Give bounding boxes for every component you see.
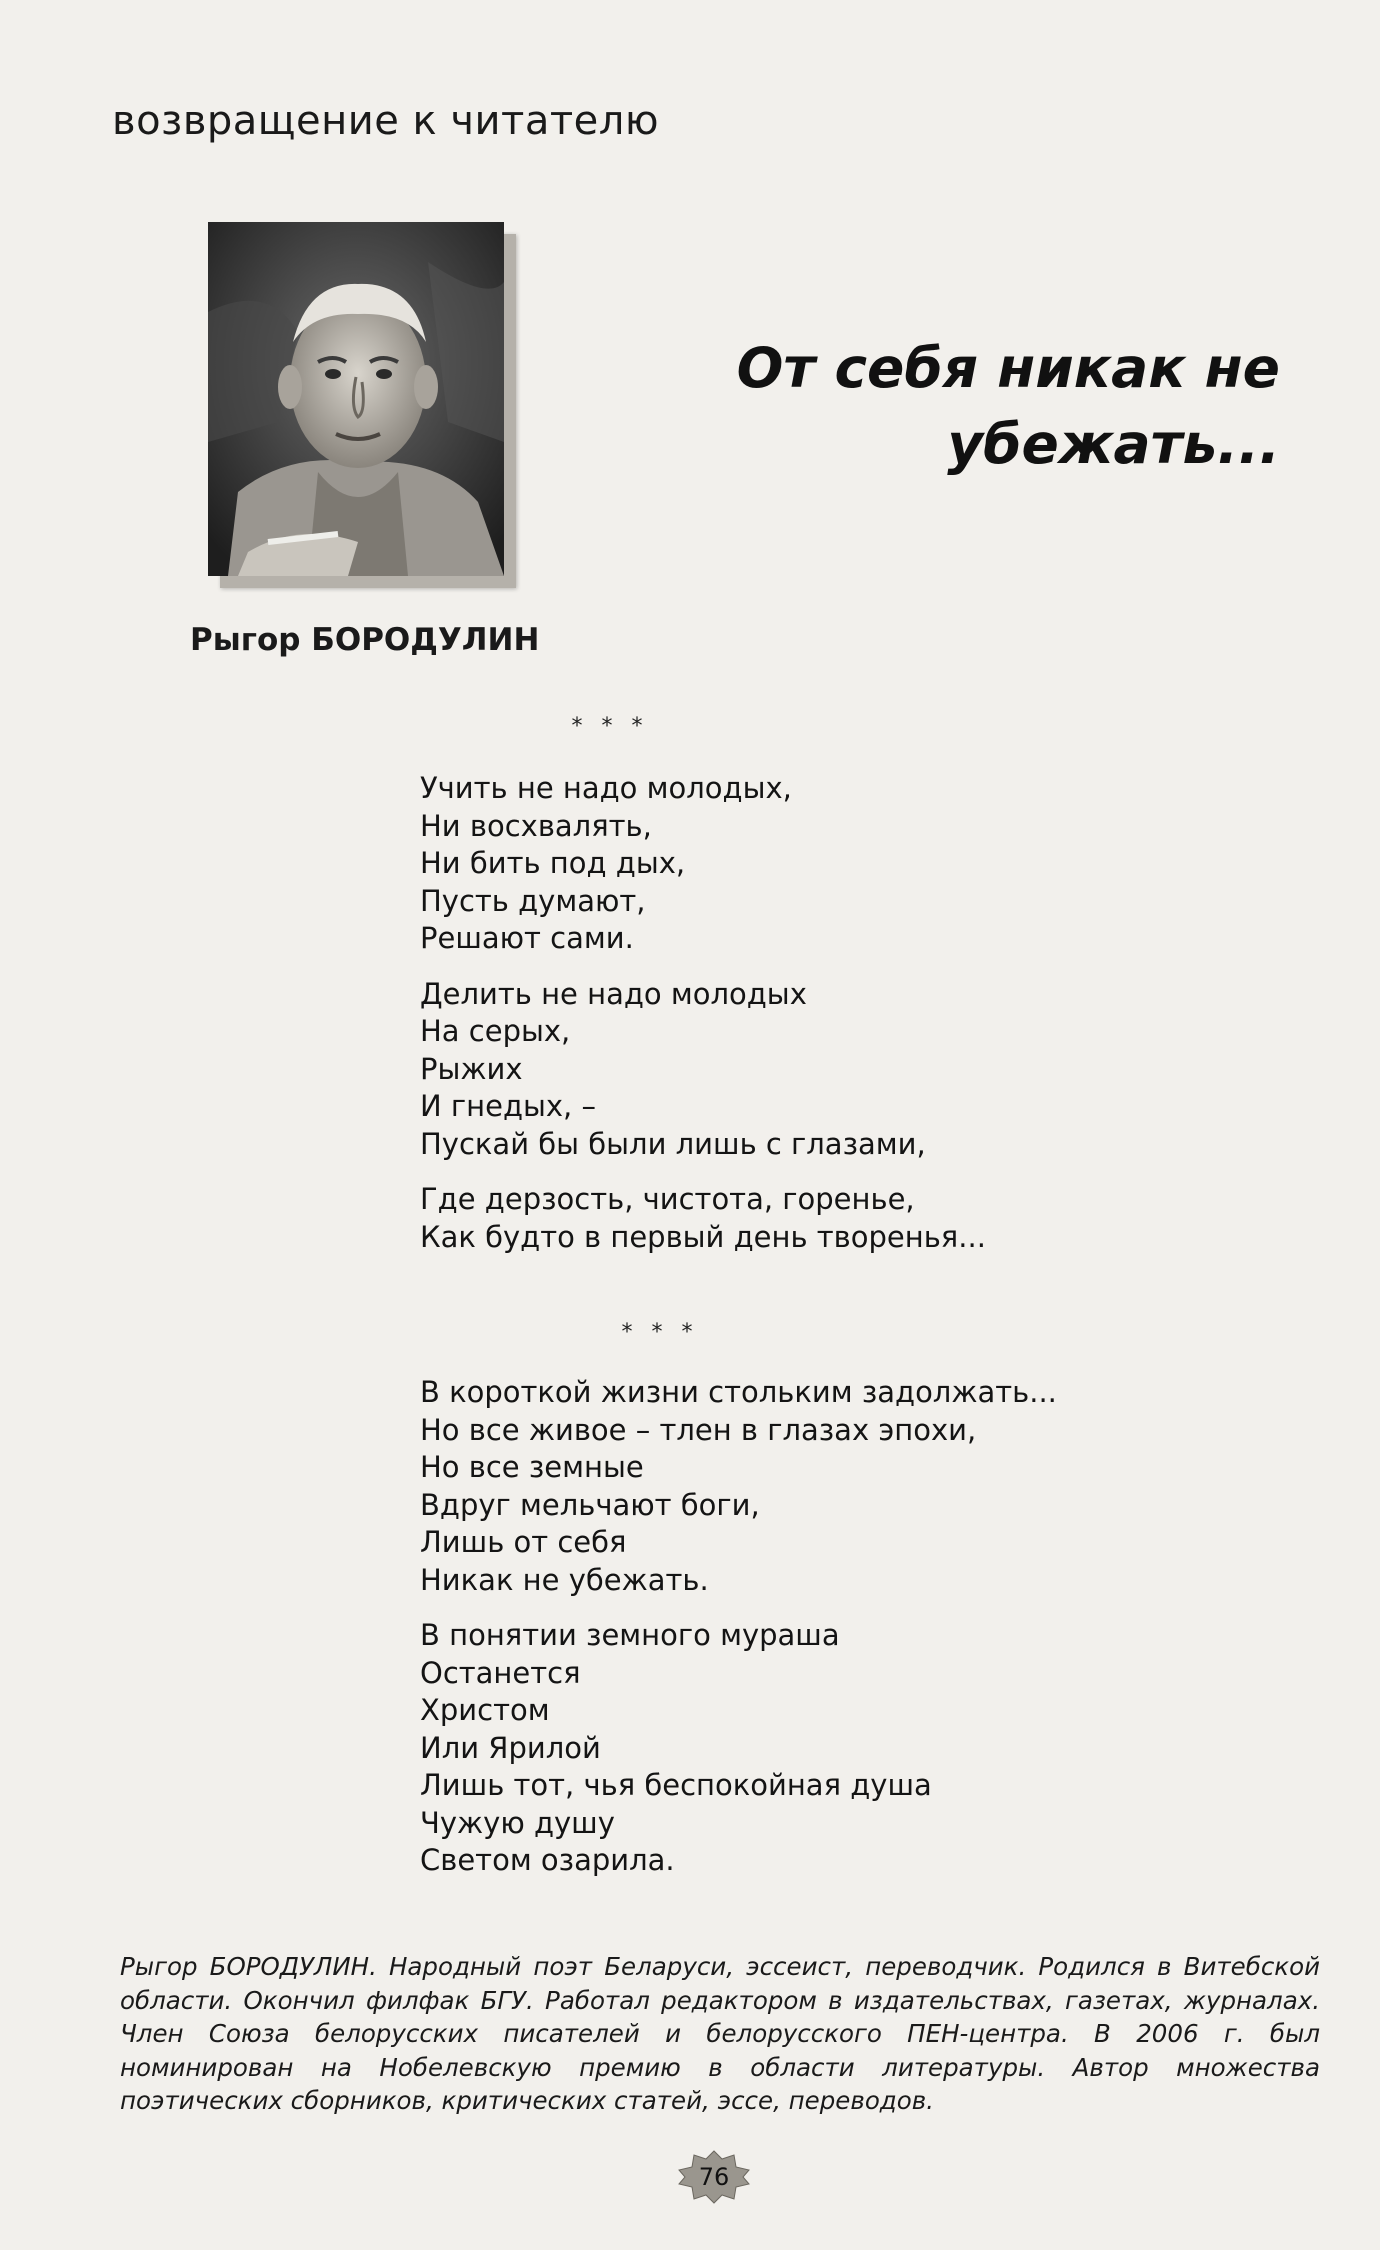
poem-line: На серых, — [420, 1014, 571, 1048]
poem-line: Где дерзость, чистота, горенье, — [420, 1182, 915, 1216]
poem-line: Делить не надо молодых — [420, 976, 807, 1011]
page-number-badge — [676, 2150, 752, 2204]
stanza — [420, 770, 1120, 958]
poem-line: Но все живое – тлен в глазах эпохи, — [420, 1412, 977, 1447]
poem-line: Вдруг мельчают боги, — [420, 1487, 760, 1522]
poem-line: В короткой жизни стольким задолжать... — [420, 1375, 1057, 1409]
author-bio: Рыгор БОРОДУЛИН. Народный поэт Беларуси, эссеист, переводчик. Родился в Витебской области. Окончил филфак БГУ. Работал редактором в издательствах, газетах, журналах. Член Союза белорусских писателей и белорусского ПЕН-центра. В 2006 г. был номинирован на Нобелевскую премию в области литературы. Автор множества поэтических сборников, критических статей, эссе, переводов. — [120, 1952, 1320, 2115]
poem-line: Как будто в первый день творенья... — [420, 1219, 986, 1254]
poem-line: Останется — [420, 1655, 581, 1690]
poem-line: Светом озарила. — [420, 1843, 675, 1877]
poem-line: Лишь от себя — [420, 1525, 627, 1559]
poem-line: Рыжих — [420, 1051, 523, 1086]
stanza — [420, 1181, 1120, 1256]
poem-line: Ни восхвалять, — [420, 808, 652, 843]
author-caption: Рыгор БОРОДУЛИН — [190, 622, 540, 658]
poem-part-1 — [420, 770, 1120, 1256]
section-title: возвращение к читателю — [112, 98, 660, 144]
poem-line: Чужую душу — [420, 1805, 615, 1840]
page-number: 76 — [698, 2163, 730, 2191]
poem-line: Решают сами. — [420, 921, 634, 955]
stanza — [420, 1374, 1120, 1599]
poem-line: Лишь тот, чья беспокойная душа — [420, 1768, 932, 1802]
article-title-line: От себя никак не — [736, 336, 1280, 400]
poem-line: В понятии земного мураша — [420, 1618, 840, 1652]
poem-line: Или Ярилой — [420, 1730, 601, 1765]
poem-line: Учить не надо молодых, — [420, 771, 792, 805]
poem-line: И гнедых, – — [420, 1089, 596, 1123]
poem-separator: * * * — [621, 1320, 699, 1345]
poem-part-2 — [420, 1374, 1120, 1880]
poem-line: Никак не убежать. — [420, 1562, 709, 1597]
poem-line: Пускай бы были лишь с глазами, — [420, 1126, 926, 1161]
stanza — [420, 1617, 1120, 1880]
article-title-line: убежать... — [947, 412, 1280, 476]
poem-line: Христом — [420, 1693, 550, 1727]
poem-separator: * * * — [571, 714, 649, 739]
poem-line: Ни бить под дых, — [420, 846, 686, 880]
author-photo — [208, 222, 504, 576]
article-title — [560, 330, 1280, 482]
poem-line: Пусть думают, — [420, 883, 646, 918]
poem-line: Но все земные — [420, 1450, 644, 1484]
stanza — [420, 976, 1120, 1164]
